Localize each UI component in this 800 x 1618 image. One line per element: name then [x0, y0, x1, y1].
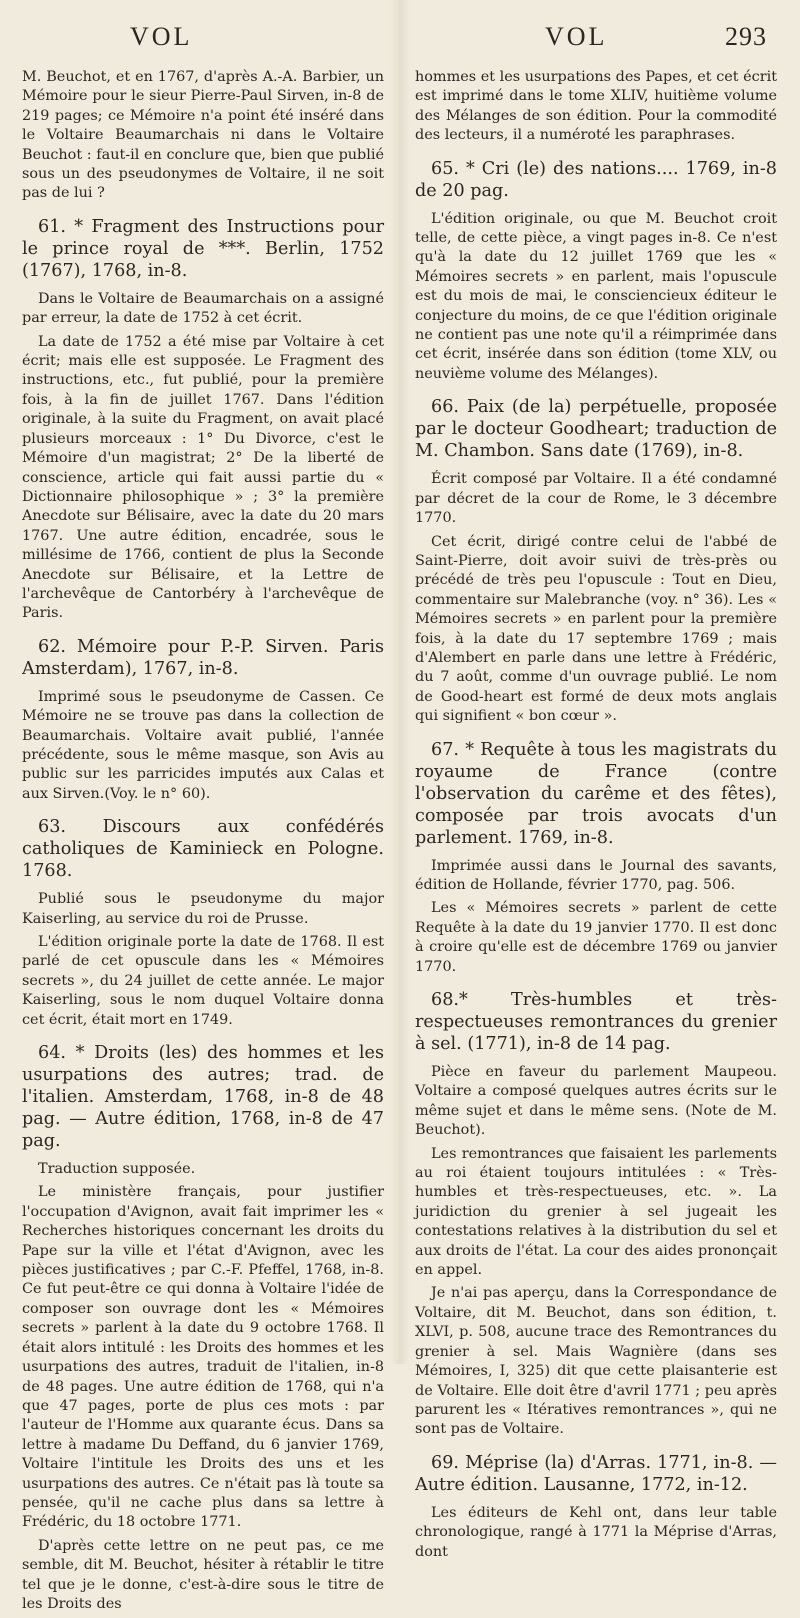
paragraph: La date de 1752 a été mise par Voltaire à cet écrit; mais elle est supposée. Le Fragment des instructions, etc., fut publié, pour la première fois, à la fin de juillet 1767. Dans l'édition originale, à la suite du Fragment, on avait placé plusieurs morceaux : 1° Du Divorce, c'est le Mémoire d'un magistrat; 2° De la liberté de conscience, article qui fait aussi partie du « Dictionnaire philosophique » ; 3° la première Anecdote sur Bélisaire, avec la date du 20 mars 1767. Une autre édition, encadrée, sous le millésime de 1766, contient de plus la Seconde Anecdote sur Bélisaire, et la Lettre de l'archevêque de Cantorbéry à l'archevêque de Paris. [22, 333, 384, 622]
paragraph: Imprimé sous le pseudonyme de Cassen. Ce Mémoire ne se trouve pas dans la collection de Beaumarchais. Voltaire avait publié, l'année précédente, sous le même masque, son Avis au public sur les parricides imputés aux Calas et aux Sirven.(Voy. le n° 60). [22, 688, 384, 802]
paragraph: Dans le Voltaire de Beaumarchais on a assigné par erreur, la date de 1752 à cet écrit. [22, 290, 384, 327]
paragraph: Le ministère français, pour justifier l'occupation d'Avignon, avait fait imprimer les « Recherches historiques concernant les droits du Pape sur la ville et l'état d'Avignon, avec les pièces justificatives ; par C.-F. Pfeffel, 1768, in-8. Ce fut peut-être ce qui donna à Voltaire l'idée de composer son ouvrage dont les « Mémoires secrets » parlent à la date du 9 octobre 1768. Il était alors intitulé : les Droits des hommes et les usurpations des autres, traduit de l'italien, in-8 de 48 pages. Une autre édition de 1768, qui n'a que 47 pages, porte de plus ces mots : par l'auteur de l'Homme aux quarante écus. Dans sa lettre à madame Du Deffand, du 6 janvier 1769, Voltaire l'intitule les Droits des uns et les usurpations des autres. Ce n'était pas là toute sa pensée, qu'il ne cache plus dans sa lettre à Frédéric, du 18 octobre 1771. [22, 1184, 384, 1531]
entry-heading-61: 61. * Fragment des Instructions pour le prince royal de ***. Berlin, 1752 (1767), 1768, in-8. [22, 216, 384, 281]
entry-heading-62: 62. Mémoire pour P.-P. Sirven. Paris Amsterdam), 1767, in-8. [22, 636, 384, 679]
paragraph: Écrit composé par Voltaire. Il a été condamné par décret de la cour de Rome, le 3 décembre 1770. [415, 471, 777, 527]
entry-heading-66: 66. Paix (de la) perpétuelle, proposée par le docteur Goodheart; traduction de M. Chambon. Sans date (1769), in-8. [415, 397, 777, 462]
paragraph: Les remontrances que faisaient les parlements au roi étaient toujours intitulées : « Très-humbles et très-respectueuses, etc. ». La juridiction du grenier à sel jugeait les contestations relatives à la distribution du sel et aux droits de l'état. La cour des aides prononçait en appel. [415, 1145, 777, 1279]
right-running-title: VOL [545, 22, 608, 51]
paragraph: hommes et les usurpations des Papes, et cet écrit est imprimé dans le tome XLIV, huitième volume des Mélanges de son édition. Pour la commodité des lecteurs, il a numéroté les paraphrases. [415, 69, 777, 144]
paragraph: L'édition originale porte la date de 1768. Il est parlé de cet opuscule dans les « Mémoires secrets », du 24 juillet de cette année. Le major Kaiserling, sous le nom duquel Voltaire donna cet écrit, était mort en 1749. [22, 934, 384, 1028]
paragraph: Traduction supposée. [38, 1161, 196, 1178]
left-column [22, 68, 384, 1618]
paragraph: Pièce en faveur du parlement Maupeou. Voltaire a composé quelques autres écrits sur le même sujet et dans le même sens. (Note de M. Beuchot). [415, 1064, 777, 1139]
paragraph: D'après cette lettre on ne peut pas, ce me semble, dit M. Beuchot, hésiter à rétablir le titre tel que je le donne, c'est-à-dire sous le titre de les Droits des [22, 1537, 384, 1612]
entry-heading-69: 69. Méprise (la) d'Arras. 1771, in-8. — Autre édition. Lausanne, 1772, in-12. [415, 1452, 777, 1495]
left-running-title: VOL [130, 22, 193, 51]
running-head [0, 22, 800, 62]
paragraph: Je n'ai pas aperçu, dans la Correspondance de Voltaire, dit M. Beuchot, dans son édition, t. XLVI, p. 508, aucune trace des Remontrances du grenier à sel. Mais Wagnière (dans ses Mémoires, I, 325) dit que cette plaisanterie est de Voltaire. Elle doit être d'avril 1771 ; peu après parurent les « Itératives remontrances », qui ne sont pas de Voltaire. [415, 1285, 777, 1438]
entry-heading-68: 68.* Très-humbles et très-respectueuses remontrances du grenier à sel. (1771), in-8 de 14 pag. [415, 990, 777, 1054]
paragraph: Imprimée aussi dans le Journal des savants, édition de Hollande, février 1770, pag. 506. [415, 857, 777, 893]
paragraph: Cet écrit, dirigé contre celui de l'abbé de Saint-Pierre, doit avoir suivi de très-près ou précédé de très peu l'opuscule : Tout en Dieu, commentaire sur Malebranche (voy. n° 36). Les « Mémoires secrets » en parlent pour la première fois, à la date du 17 septembre 1769 ; mais d'Alembert en parle dans une lettre à Frédéric, du 7 août, comme d'un ouvrage publié. Le nom de Good-heart est formé de deux mots anglais qui signifient « bon cœur ». [415, 533, 777, 725]
paragraph: Les éditeurs de Kehl ont, dans leur table chronologique, rangé à 1771 la Méprise d'Arras, dont [415, 1504, 777, 1560]
entry-heading-67: 67. * Requête à tous les magistrats du royaume de France (contre l'observation du carême et des fêtes), composée par trois avocats d'un parlement. 1769, in-8. [415, 739, 777, 848]
page-number: 293 [725, 22, 767, 51]
paragraph: Publié sous le pseudonyme du major Kaiserling, au service du roi de Prusse. [22, 891, 384, 927]
paragraph: Les « Mémoires secrets » parlent de cette Requête à la date du 19 janvier 1770. Il est donc à croire qu'elle est de décembre 1769 ou janvier 1770. [415, 900, 777, 975]
paragraph: L'édition originale, ou que M. Beuchot croit telle, de cette pièce, a vingt pages in-8. Ce n'est qu'à la date du 12 juillet 1769 que les « Mémoires secrets » en parlent, mais l'opuscule est du mois de mai, le consciencieux éditeur le conjecture du moins, de ce que l'édition originale ne contient pas une note qu'il a réimprimée dans cet écrit, insérée dans son édition (tome XLV, ou neuvième volume des Mélanges). [415, 210, 777, 382]
right-column [415, 68, 777, 1566]
paragraph: M. Beuchot, et en 1767, d'après A.-A. Barbier, un Mémoire pour le sieur Pierre-Paul Sirven, in-8 de 219 pages; ce Mémoire n'a point été inséré dans le Voltaire Beaumarchais ni dans le Voltaire Beuchot : faut-il en conclure que, bien que publié sous un des pseudonymes de Voltaire, il ne soit pas de lui ? [22, 69, 384, 202]
entry-heading-64: 64. * Droits (les) des hommes et les usurpations des autres; trad. de l'italien. Amsterdam, 1768, in-8 de 48 pag. — Autre édition, 1768, in-8 de 47 pag. [22, 1043, 384, 1152]
entry-heading-65: 65. * Cri (le) des nations.... 1769, in-8 de 20 pag. [415, 158, 777, 201]
entry-heading-63: 63. Discours aux confédérés catholiques de Kaminieck en Pologne. 1768. [22, 817, 384, 882]
gutter-shadow [391, 0, 409, 1364]
